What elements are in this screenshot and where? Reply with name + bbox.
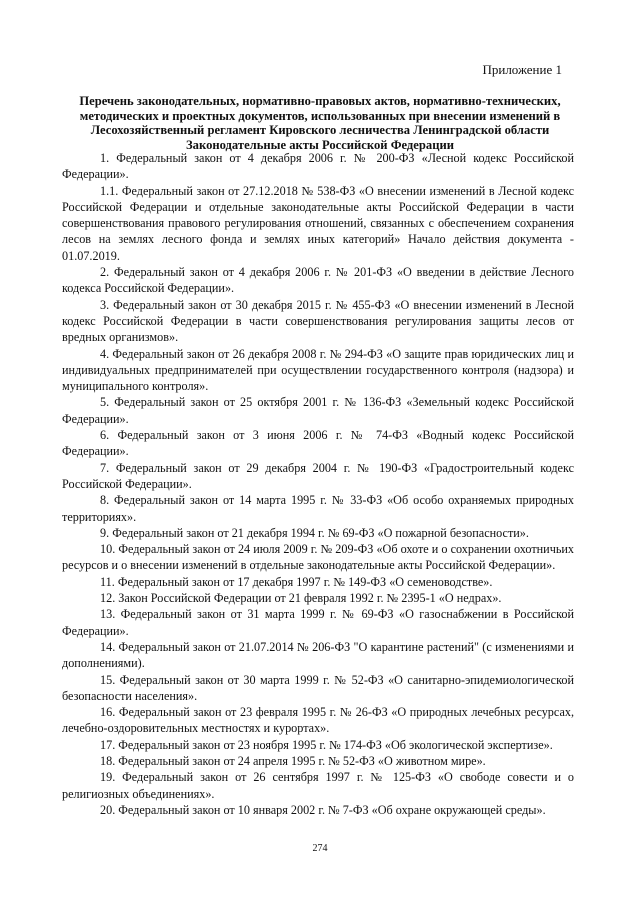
appendix-label: Приложение 1	[482, 62, 562, 77]
list-item: 3. Федеральный закон от 30 декабря 2015 г. № 455-ФЗ «О внесении изменений в Лесной кодекс Российской Федерации в части совершенствования регулирования защиты лесов от вредных организмов».	[62, 297, 574, 345]
list-item: 12. Закон Российской Федерации от 21 февраля 1992 г. № 2395-1 «О недрах».	[100, 591, 502, 606]
list-item: 1.1. Федеральный закон от 27.12.2018 № 538-ФЗ «О внесении изменений в Лесной кодекс Российской Федерации и отдельные законодательные акты Российской Федерации в части совершенствования правового регулирования отношений, связанных с обеспечением сохранения лесов на землях лесного фонда и землях иных категорий» Начало действия документа - 01.07.2019.	[62, 183, 574, 263]
list-item: 6. Федеральный закон от 3 июня 2006 г. № 74-ФЗ «Водный кодекс Российской Федерации».	[62, 428, 574, 459]
list-item: 13. Федеральный закон от 31 марта 1999 г. № 69-ФЗ «О газоснабжении в Российской Федерации».	[62, 607, 574, 638]
list-item: 15. Федеральный закон от 30 марта 1999 г. № 52-ФЗ «О санитарно-эпидемиологической безопасности населения».	[62, 672, 574, 703]
list-item: 18. Федеральный закон от 24 апреля 1995 г. № 52-ФЗ «О животном мире».	[100, 753, 486, 768]
title-line: методических и проектных документов, использованных при внесении изменений в	[79, 108, 561, 123]
list-item: 19. Федеральный закон от 26 сентября 1997 г. № 125-ФЗ «О свободе совести и о религиозных объединениях».	[62, 770, 574, 801]
list-item: 5. Федеральный закон от 25 октября 2001 г. № 136-ФЗ «Земельный кодекс Российской Федерации».	[62, 395, 574, 426]
list-item: 8. Федеральный закон от 14 марта 1995 г. № 33-ФЗ «Об особо охраняемых природных территориях».	[62, 493, 574, 524]
list-item: 14. Федеральный закон от 21.07.2014 № 206-ФЗ "О карантине растений" (с изменениями и дополнениями).	[62, 639, 574, 671]
title-line: Лесохозяйственный регламент Кировского лесничества Ленинградской области	[90, 123, 550, 138]
list-item: 9. Федеральный закон от 21 декабря 1994 г. № 69-ФЗ «О пожарной безопасности».	[100, 525, 529, 540]
title-line: Перечень законодательных, нормативно-правовых актов, нормативно-технических,	[79, 94, 561, 108]
list-item: 2. Федеральный закон от 4 декабря 2006 г. № 201-ФЗ «О введении в действие Лесного кодекса Российской Федерации».	[62, 265, 574, 296]
list-item: 10. Федеральный закон от 24 июля 2009 г. № 209-ФЗ «Об охоте и о сохранении охотничьих ресурсов и о внесении изменений в отдельные законодательные акты Российской Федерации».	[62, 542, 574, 573]
list-item: 4. Федеральный закон от 26 декабря 2008 г. № 294-ФЗ «О защите прав юридических лиц и индивидуальных предпринимателей при осуществлении государственного контроля (надзора) и муниципального контроля».	[62, 346, 574, 394]
list-item: 7. Федеральный закон от 29 декабря 2004 г. № 190-ФЗ «Градостроительный кодекс Российской Федерации».	[62, 460, 574, 491]
law-list	[62, 150, 574, 818]
list-item: 17. Федеральный закон от 23 ноября 1995 г. № 174-ФЗ «Об экологической экспертизе».	[100, 737, 553, 752]
list-item: 1. Федеральный закон от 4 декабря 2006 г. № 200-ФЗ «Лесной кодекс Российской Федерации».	[62, 151, 574, 182]
list-item: 11. Федеральный закон от 17 декабря 1997 г. № 149-ФЗ «О семеноводстве».	[100, 574, 493, 589]
list-item: 20. Федеральный закон от 10 января 2002 г. № 7-ФЗ «Об охране окружающей среды».	[100, 802, 546, 817]
document-title	[62, 94, 578, 152]
list-item: 16. Федеральный закон от 23 февраля 1995 г. № 26-ФЗ «О природных лечебных ресурсах, лечебно-оздоровительных местностях и курортах».	[62, 705, 574, 736]
page-number: 274	[312, 843, 328, 854]
section-heading: Законодательные акты Российской Федерации	[186, 137, 454, 152]
